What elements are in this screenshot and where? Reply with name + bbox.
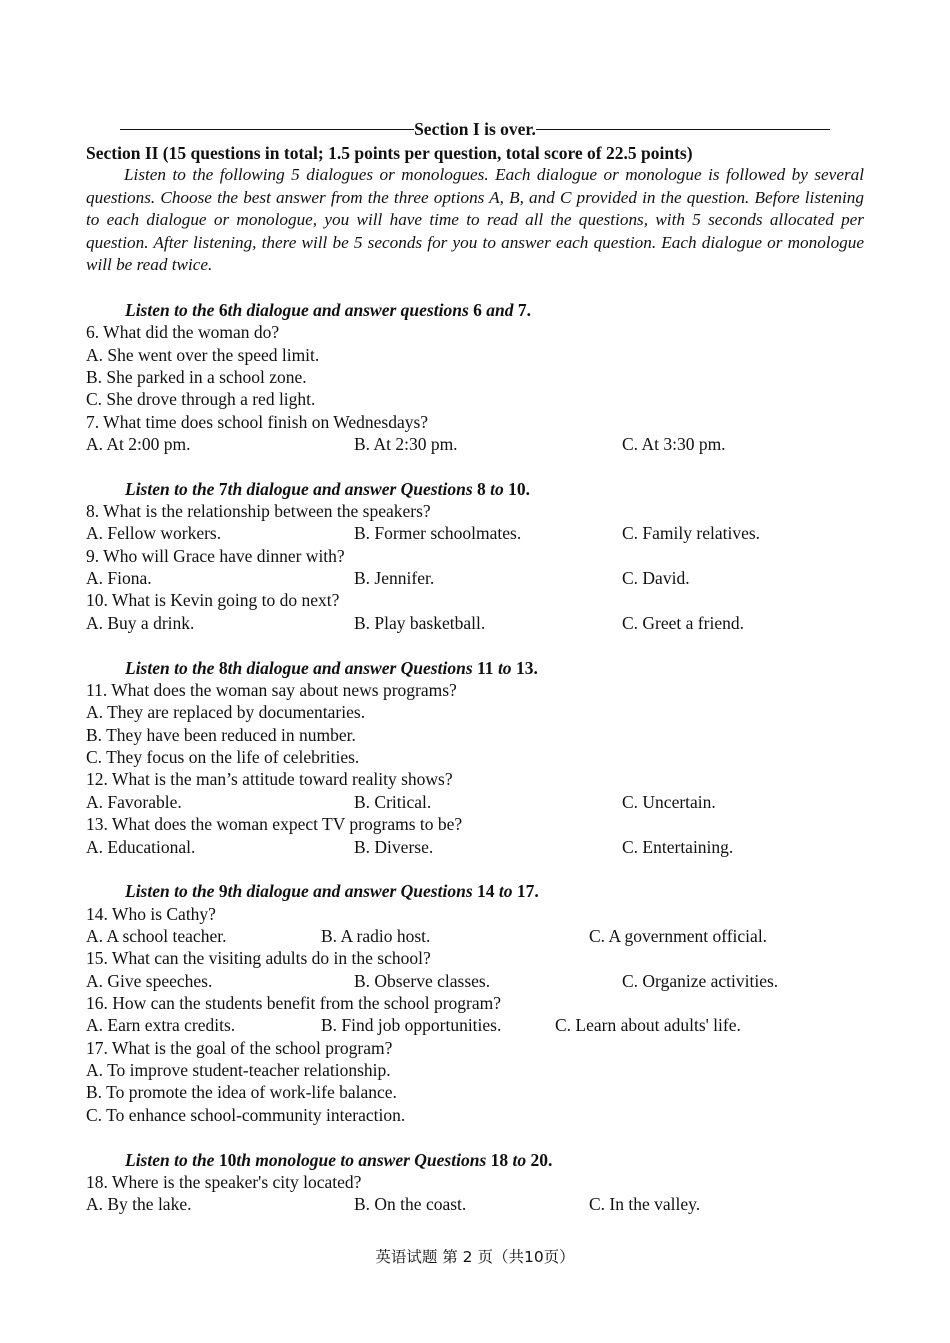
option-14a: A. A school teacher.	[86, 926, 227, 946]
group-lead-6: Listen to the 6th dialogue and answer questions 6 and 7.	[125, 300, 531, 320]
option-18b: B. On the coast.	[354, 1194, 467, 1214]
option-12c: C. Uncertain.	[622, 792, 716, 812]
option-18c: C. In the valley.	[589, 1194, 701, 1214]
section-over-text: Section I is over.	[414, 118, 536, 139]
divider-rule-left	[120, 129, 414, 130]
option-6a: A. She went over the speed limit.	[86, 345, 320, 365]
question-stem-10: 10. What is Kevin going to do next?	[86, 590, 340, 610]
option-15a: A. Give speeches.	[86, 971, 213, 991]
option-15c: C. Organize activities.	[622, 971, 779, 991]
group-lead-7: Listen to the 7th dialogue and answer Questions 8 to 10.	[125, 479, 531, 499]
option-7c: C. At 3:30 pm.	[622, 434, 726, 454]
question-stem-8: 8. What is the relationship between the speakers?	[86, 501, 431, 521]
option-18a: A. By the lake.	[86, 1194, 192, 1214]
question-stem-15: 15. What can the visiting adults do in the school?	[86, 948, 431, 968]
page-footer: 英语试题 第 2 页（共10页）	[375, 1248, 575, 1266]
option-17b: B. To promote the idea of work-life balance.	[86, 1082, 397, 1102]
instructions-paragraph	[86, 164, 864, 277]
instructions-text: Listen to the following 5 dialogues or monologues. Each dialogue or monologue is followed by several questions. Choose the best answer from the three options A, B, and C provided in the question. Before listening to each dialogue or monologue, you will have time to read all the questions, with 5 seconds allocated per question. After listening, there will be 5 seconds for you to answer each question. Each dialogue or monologue will be read twice.	[86, 165, 864, 274]
option-13c: C. Entertaining.	[622, 837, 734, 857]
option-11b: B. They have been reduced in number.	[86, 725, 356, 745]
option-16c: C. Learn about adults' life.	[555, 1015, 741, 1035]
option-11a: A. They are replaced by documentaries.	[86, 702, 366, 722]
question-stem-9: 9. Who will Grace have dinner with?	[86, 546, 345, 566]
option-14b: B. A radio host.	[321, 926, 431, 946]
option-6c: C. She drove through a red light.	[86, 389, 316, 409]
option-12a: A. Favorable.	[86, 792, 182, 812]
option-14c: C. A government official.	[589, 926, 768, 946]
option-13b: B. Diverse.	[354, 837, 434, 857]
option-11c: C. They focus on the life of celebrities.	[86, 747, 360, 767]
option-16a: A. Earn extra credits.	[86, 1015, 236, 1035]
question-stem-13: 13. What does the woman expect TV programs to be?	[86, 814, 463, 834]
section-over-divider	[120, 118, 830, 140]
question-stem-18: 18. Where is the speaker's city located?	[86, 1172, 362, 1192]
option-17c: C. To enhance school-community interaction.	[86, 1105, 406, 1125]
question-stem-17: 17. What is the goal of the school program?	[86, 1038, 393, 1058]
question-stem-7: 7. What time does school finish on Wednesdays?	[86, 412, 429, 432]
option-8c: C. Family relatives.	[622, 523, 761, 543]
section-heading: Section II (15 questions in total; 1.5 points per question, total score of 22.5 points)	[86, 143, 693, 163]
option-7a: A. At 2:00 pm.	[86, 434, 191, 454]
option-12b: B. Critical.	[354, 792, 432, 812]
question-stem-14: 14. Who is Cathy?	[86, 904, 216, 924]
option-13a: A. Educational.	[86, 837, 196, 857]
group-lead-10: Listen to the 10th monologue to answer Questions 18 to 20.	[125, 1150, 553, 1170]
option-9a: A. Fiona.	[86, 568, 152, 588]
question-stem-6: 6. What did the woman do?	[86, 322, 280, 342]
option-10a: A. Buy a drink.	[86, 613, 195, 633]
divider-rule-right	[536, 129, 830, 130]
option-16b: B. Find job opportunities.	[321, 1015, 502, 1035]
question-stem-12: 12. What is the man’s attitude toward reality shows?	[86, 769, 453, 789]
option-15b: B. Observe classes.	[354, 971, 491, 991]
option-9b: B. Jennifer.	[354, 568, 435, 588]
option-9c: C. David.	[622, 568, 690, 588]
option-10c: C. Greet a friend.	[622, 613, 744, 633]
group-lead-8: Listen to the 8th dialogue and answer Questions 11 to 13.	[125, 658, 538, 678]
question-stem-16: 16. How can the students benefit from the school program?	[86, 993, 502, 1013]
group-lead-9: Listen to the 9th dialogue and answer Questions 14 to 17.	[125, 881, 539, 901]
option-10b: B. Play basketball.	[354, 613, 486, 633]
option-17a: A. To improve student-teacher relationship.	[86, 1060, 391, 1080]
option-7b: B. At 2:30 pm.	[354, 434, 458, 454]
question-stem-11: 11. What does the woman say about news programs?	[86, 680, 457, 700]
option-6b: B. She parked in a school zone.	[86, 367, 307, 387]
option-8a: A. Fellow workers.	[86, 523, 222, 543]
option-8b: B. Former schoolmates.	[354, 523, 522, 543]
